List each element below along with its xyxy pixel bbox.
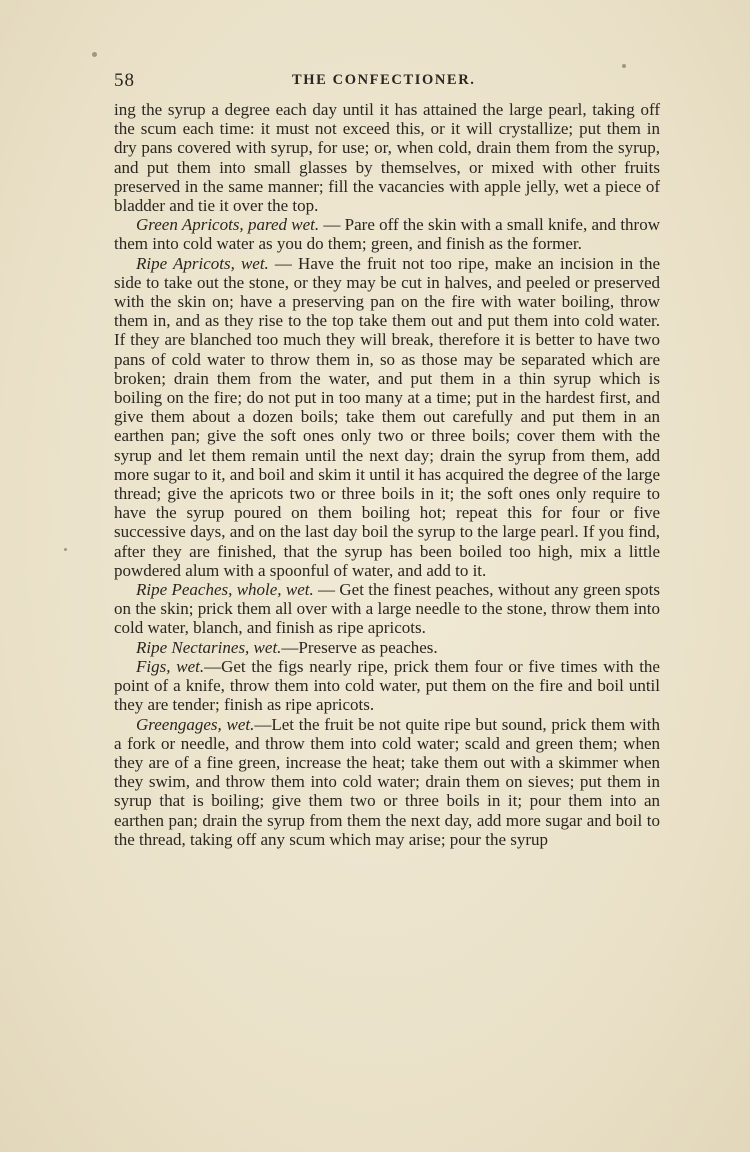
body-text	[114, 100, 660, 849]
paragraph-text: — Have the fruit not too ripe, make an incision in the side to take out the stone, or they may be cut in halves, and peeled or preserved with the skin on; have a preserving pan on the fire with water boiling, throw them in, and as they rise to the top take them out and put them into cold water. If they are blanched too much they will break, therefore it is better to have two pans of cold water to throw them in, so as those may be separated which are broken; drain them from the water, and put them in a thin syrup which is boiling on the fire; do not put in too many at a time; put in the hardest first, and give them about a dozen boils; take them out carefully and put them in an earthen pan; give the soft ones only two or three boils; cover them with the syrup and let them remain until the next day; drain the syrup from them, add more sugar to it, and boil and skim it until it has acquired the degree of the large thread; give the apricots two or three boils in it; the soft ones only require to have the syrup poured on them boiling hot; repeat this for four or five successive days, and on the last day boil the syrup to the large pearl. If you find, after they are finished, that the syrup has been boiled too high, mix a little powdered alum with a spoonful of water, and add to it.	[114, 253, 660, 580]
paragraph	[114, 715, 660, 849]
recipe-heading: Ripe Apricots, wet.	[136, 253, 269, 273]
paragraph	[114, 580, 660, 638]
paper-speck	[64, 548, 67, 551]
recipe-heading: Greengages, wet.	[136, 714, 255, 734]
paragraph-text: — Pare off the skin with a small knife, and throw them into cold water as you do them; green, and finish as the former.	[114, 215, 660, 254]
paper-speck	[92, 52, 97, 57]
paragraph-text: — Get the finest peaches, without any green spots on the skin; prick them all over with a large needle to the stone, throw them into cold water, blanch, and finish as ripe apricots.	[114, 580, 660, 638]
paragraph-text: —Get the figs nearly ripe, prick them four or five times with the point of a knife, throw them into cold water, put them on the fire and boil until they are tender; finish as ripe apricots.	[114, 656, 660, 715]
recipe-heading: Figs, wet.	[136, 656, 205, 676]
paragraph	[114, 657, 660, 715]
paragraph	[114, 215, 660, 253]
running-head: THE CONFECTIONER.	[292, 72, 476, 88]
paper-speck	[622, 64, 626, 68]
recipe-heading: Ripe Peaches, whole, wet.	[136, 580, 314, 600]
paragraph-text: —Preserve as peaches.	[281, 637, 438, 657]
paragraph	[114, 638, 660, 657]
recipe-heading: Green Apricots, pared wet.	[136, 215, 320, 235]
recipe-heading: Ripe Nectarines, wet.	[136, 637, 282, 657]
paragraph-text: —Let the fruit be not quite ripe but sound, prick them with a fork or needle, and throw them into cold water; scald and green them; when they are of a fine green, increase the heat; take them out with a skimmer when they swim, and throw them into cold water; drain them on sieves; put them in syrup that is boiling; give them two or three boils in it; pour them into an earthen pan; drain the syrup from them the next day, add more sugar and boil to the thread, taking off any scum which may arise; pour the syrup	[114, 714, 660, 849]
paragraph-text: ing the syrup a degree each day until it has attained the large pearl, taking off the scum each time: it must not exceed this, or it will crystallize; put them in dry pans covered with syrup, for use; or, when cold, drain them from the syrup, and put them into small glasses by themselves, or mixed with other fruits preserved in the same manner; fill the vacancies with apple jelly, wet a piece of bladder and tie it over the top.	[114, 100, 660, 216]
paragraph	[114, 100, 660, 215]
paragraph	[114, 254, 660, 580]
page-number: 58	[114, 70, 135, 91]
